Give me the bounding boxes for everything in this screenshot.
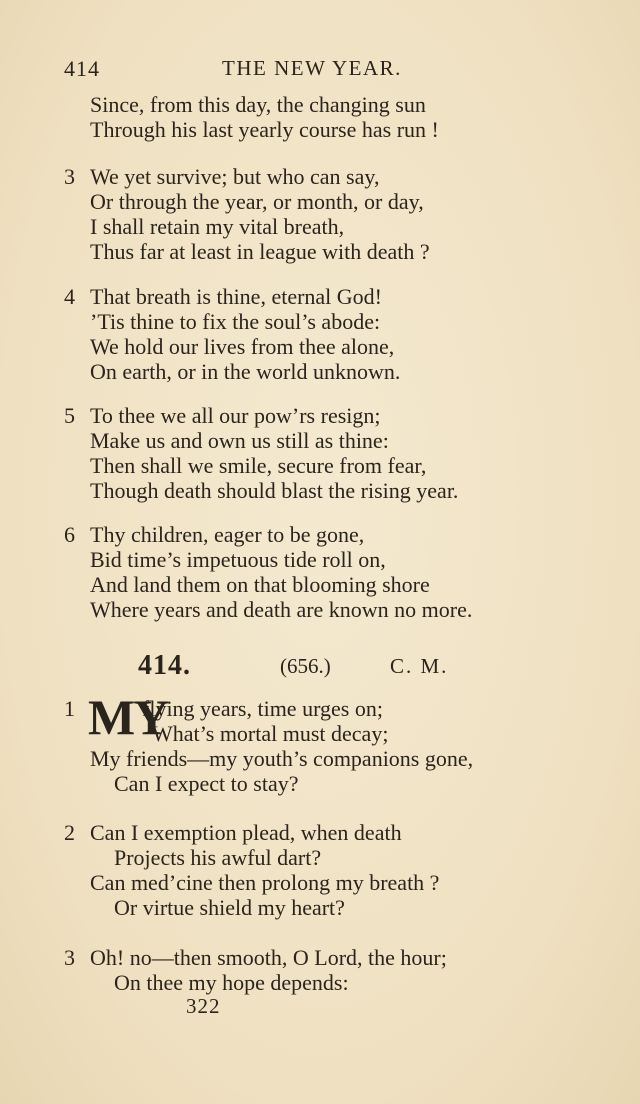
hymn-heading	[0, 650, 640, 682]
verse-line: Can I expect to stay?	[114, 771, 299, 796]
verse-line: Through his last yearly course has run !	[90, 117, 439, 142]
verse-line: On earth, or in the world unknown.	[90, 359, 401, 384]
verse-line: Projects his awful dart?	[114, 845, 322, 870]
verse-number: 3	[64, 945, 75, 970]
verse-line: Where years and death are known no more.	[90, 597, 473, 622]
verse-line: Make us and own us still as thine:	[90, 428, 389, 453]
verse-line: Oh! no—then smooth, O Lord, the hour;	[90, 945, 447, 970]
verse-line: Or virtue shield my heart?	[114, 895, 345, 920]
tune-number: (656.)	[280, 654, 331, 678]
verse-line: ’Tis thine to fix the soul’s abode:	[90, 309, 381, 334]
verse-line: Thy children, eager to be gone,	[90, 522, 365, 547]
verse-line: flying years, time urges on;	[142, 696, 383, 721]
verse-line: We hold our lives from thee alone,	[90, 334, 395, 359]
verse-number: 6	[64, 522, 75, 547]
verse-line: That breath is thine, eternal God!	[90, 284, 383, 309]
running-title: THE NEW YEAR.	[222, 56, 402, 80]
verse-line: Since, from this day, the changing sun	[90, 92, 426, 117]
verse-number: 4	[64, 284, 75, 309]
verse-line: Can med’cine then prolong my breath ?	[90, 870, 440, 895]
verse-line: Or through the year, or month, or day,	[90, 189, 424, 214]
verse-line: Thus far at least in league with death ?	[90, 239, 430, 264]
signature-mark: 322	[186, 994, 221, 1018]
verse-line: Then shall we smile, secure from fear,	[90, 453, 427, 478]
hymn-number: 414.	[138, 650, 191, 681]
verse-number: 3	[64, 164, 75, 189]
verse-line: Can I exemption plead, when death	[90, 820, 402, 845]
verse-line: My friends—my youth’s companions gone,	[90, 746, 474, 771]
verse-number: 1	[64, 696, 75, 721]
verse-line: I shall retain my vital breath,	[90, 214, 345, 239]
verse-line: And land them on that blooming shore	[90, 572, 430, 597]
running-header	[64, 56, 544, 86]
verse-number: 5	[64, 403, 75, 428]
verse-number: 2	[64, 820, 75, 845]
verse-line: On thee my hope depends:	[114, 970, 349, 995]
verse-line: We yet survive; but who can say,	[90, 164, 380, 189]
meter: C. M.	[390, 654, 449, 678]
verse-line: What’s mortal must decay;	[152, 721, 389, 746]
drop-cap: MY	[88, 689, 168, 745]
verse-line: Bid time’s impetuous tide roll on,	[90, 547, 386, 572]
verse-line: To thee we all our pow’rs resign;	[90, 403, 381, 428]
verse-line: Though death should blast the rising year.	[90, 478, 459, 503]
page-number: 414	[64, 56, 100, 81]
